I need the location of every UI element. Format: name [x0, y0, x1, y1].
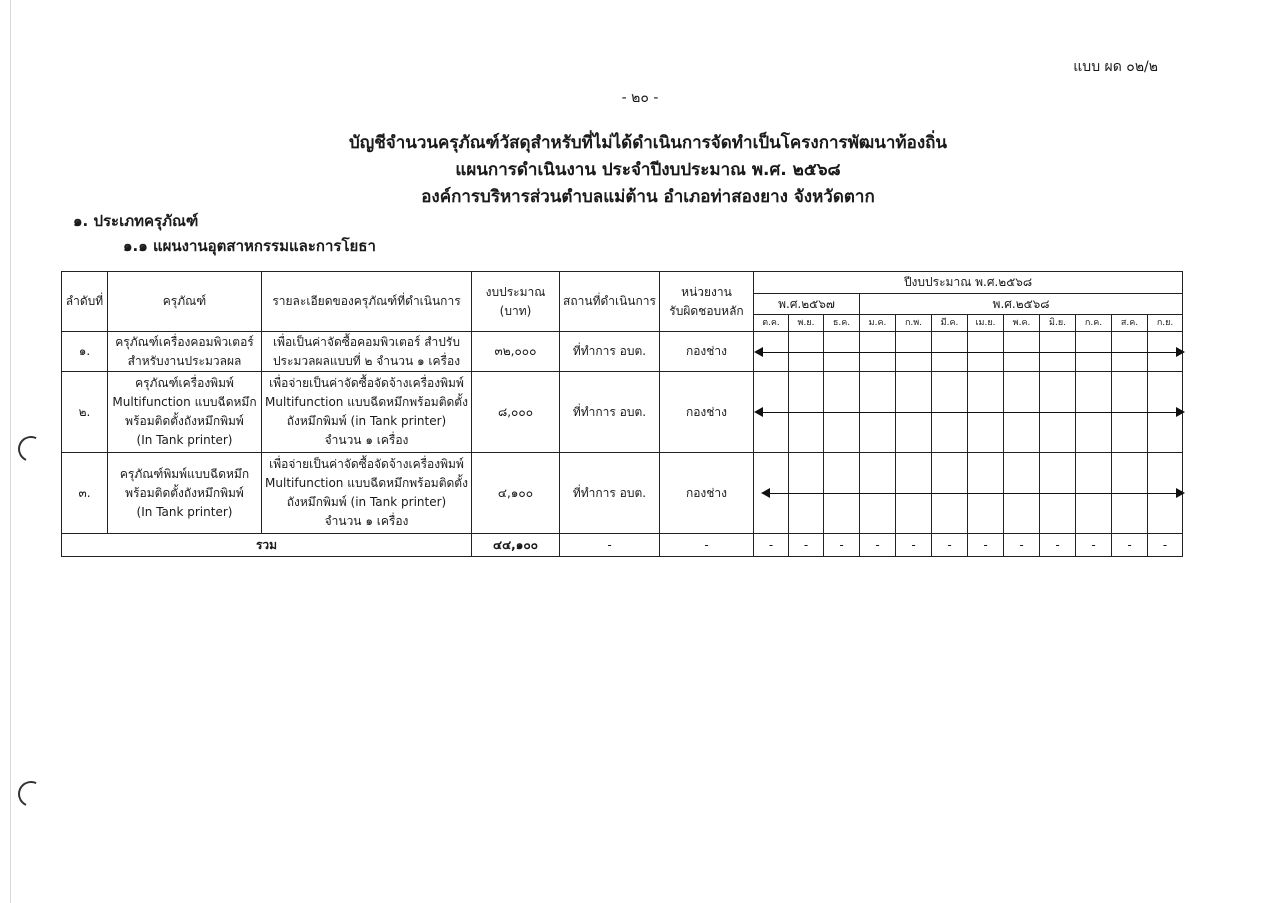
month-cell — [754, 453, 789, 534]
total-dash: - — [754, 534, 789, 557]
month-cell — [754, 332, 789, 372]
row-item-line: (In Tank printer) — [136, 433, 233, 447]
header-item: ครุภัณฑ์ — [108, 272, 262, 332]
timeline-arrow — [756, 352, 1183, 353]
row-place: ที่ทำการ อบต. — [560, 372, 660, 453]
row-unit: กองช่าง — [660, 372, 754, 453]
total-dash: - — [1112, 534, 1148, 557]
row-number: ๑. — [62, 332, 108, 372]
table-row — [62, 453, 1183, 534]
section-heading: ๑. ประเภทครุภัณฑ์ — [73, 212, 199, 230]
header-month: ต.ค. — [754, 315, 789, 332]
plan-table — [61, 271, 1183, 557]
header-detail: รายละเอียดของครุภัณฑ์ที่ดำเนินการ — [262, 272, 472, 332]
header-month: พ.ค. — [1004, 315, 1040, 332]
row-item-line: ครุภัณฑ์เครื่องคอมพิวเตอร์ — [115, 334, 254, 349]
total-dash: - — [1148, 534, 1183, 557]
row-item-line: Multifunction แบบฉีดหมึก — [112, 395, 257, 409]
header-fiscal-year: ปีงบประมาณ พ.ศ.๒๕๖๘ — [754, 272, 1183, 294]
document-title-block — [0, 130, 1280, 211]
total-dash: - — [1076, 534, 1112, 557]
title-line: องค์การบริหารส่วนตำบลแม่ต้าน อำเภอท่าสองยาง จังหวัดตาก — [421, 187, 875, 207]
subsection-heading: ๑.๑ แผนงานอุตสาหกรรมและการโยธา — [123, 237, 376, 255]
row-budget: ๘,๐๐๐ — [472, 372, 560, 453]
row-item-line: พร้อมติดตั้งถังหมึกพิมพ์ — [125, 414, 244, 428]
row-place: ที่ทำการ อบต. — [560, 453, 660, 534]
title-line: แผนการดำเนินงาน ประจำปีงบประมาณ พ.ศ. ๒๕๖๘ — [455, 160, 841, 180]
header-year-2568: พ.ศ.๒๕๖๘ — [860, 294, 1183, 315]
total-row — [62, 534, 1183, 557]
row-item — [108, 332, 262, 372]
total-dash: - — [932, 534, 968, 557]
row-item-line: ครุภัณฑ์พิมพ์แบบฉีดหมึก — [119, 466, 250, 481]
header-month: ก.ย. — [1148, 315, 1183, 332]
row-detail — [262, 453, 472, 534]
header-budget — [472, 272, 560, 332]
row-detail-line: ถังหมึกพิมพ์ (in Tank printer) — [286, 495, 447, 509]
punch-hole-mark — [14, 777, 47, 810]
row-detail-line: เพื่อจ่ายเป็นค่าจัดซื้อจัดจ้างเครื่องพิมพ์ — [269, 457, 464, 471]
total-budget: ๔๔,๑๐๐ — [472, 534, 560, 557]
header-place: สถานที่ดำเนินการ — [560, 272, 660, 332]
total-dash: - — [896, 534, 932, 557]
row-detail-line: จำนวน ๑ เครื่อง — [324, 514, 409, 528]
header-month: ธ.ค. — [824, 315, 860, 332]
row-item-line: (In Tank printer) — [136, 504, 233, 519]
table-row — [62, 332, 1183, 372]
row-item — [108, 453, 262, 534]
arrow-left-head — [754, 347, 763, 357]
row-budget: ๓๒,๐๐๐ — [472, 332, 560, 372]
page-number: - ๒๐ - — [621, 90, 659, 106]
header-month: ก.พ. — [896, 315, 932, 332]
header-month: ก.ค. — [1076, 315, 1112, 332]
arrow-left-head — [754, 407, 763, 417]
row-unit: กองช่าง — [660, 453, 754, 534]
row-item-line: สำหรับงานประมวลผล — [127, 353, 242, 368]
header-month: พ.ย. — [789, 315, 824, 332]
row-item-line: พร้อมติดตั้งถังหมึกพิมพ์ — [125, 485, 244, 500]
arrow-left-head — [761, 488, 770, 498]
row-detail-line: Multifunction แบบฉีดหมึกพร้อมติดตั้ง — [265, 476, 468, 490]
total-dash: - — [1040, 534, 1076, 557]
form-code: แบบ ผด ๐๒/๒ — [1073, 59, 1158, 75]
header-unit-line: หน่วยงาน — [681, 284, 732, 299]
row-place: ที่ทำการ อบต. — [560, 332, 660, 372]
total-dash: - — [1004, 534, 1040, 557]
header-no: ลำดับที่ — [62, 272, 108, 332]
header-unit — [660, 272, 754, 332]
arrow-right-head — [1176, 407, 1185, 417]
month-cell — [754, 372, 789, 453]
header-unit-line: รับผิดชอบหลัก — [669, 303, 744, 318]
row-budget: ๔,๑๐๐ — [472, 453, 560, 534]
row-item-line: ครุภัณฑ์เครื่องพิมพ์ — [135, 376, 234, 390]
total-dash: - — [660, 534, 754, 557]
arrow-right-head — [1176, 347, 1185, 357]
header-month: ส.ค. — [1112, 315, 1148, 332]
row-detail-line: ถังหมึกพิมพ์ (in Tank printer) — [286, 414, 447, 428]
total-dash: - — [860, 534, 896, 557]
header-month: มิ.ย. — [1040, 315, 1076, 332]
header-budget-line: (บาท) — [499, 303, 532, 318]
row-detail — [262, 332, 472, 372]
header-month: ม.ค. — [860, 315, 896, 332]
total-dash: - — [824, 534, 860, 557]
title-line: บัญชีจำนวนครุภัณฑ์วัสดุสำหรับที่ไม่ได้ดำเนินการจัดทำเป็นโครงการพัฒนาท้องถิ่น — [348, 133, 948, 153]
row-detail-line: เพื่อจ่ายเป็นค่าจัดซื้อจัดจ้างเครื่องพิมพ์ — [269, 376, 464, 390]
row-detail-line: Multifunction แบบฉีดหมึกพร้อมติดตั้ง — [265, 395, 468, 409]
row-detail-line: จำนวน ๑ เครื่อง — [324, 433, 409, 447]
row-unit: กองช่าง — [660, 332, 754, 372]
row-detail-line: ประมวลผลแบบที่ ๒ จำนวน ๑ เครื่อง — [272, 353, 461, 368]
row-detail-line: เพื่อเป็นค่าจัดซื้อคอมพิวเตอร์ สำปรับ — [273, 334, 460, 349]
total-dash: - — [560, 534, 660, 557]
row-number: ๓. — [62, 453, 108, 534]
header-year-2567: พ.ศ.๒๕๖๗ — [754, 294, 860, 315]
timeline-arrow — [756, 412, 1183, 413]
header-budget-line: งบประมาณ — [485, 284, 546, 299]
arrow-right-head — [1176, 488, 1185, 498]
total-dash: - — [968, 534, 1004, 557]
total-dash: - — [789, 534, 824, 557]
row-detail — [262, 372, 472, 453]
row-item — [108, 372, 262, 453]
row-number: ๒. — [62, 372, 108, 453]
timeline-arrow — [763, 493, 1183, 494]
total-label: รวม — [62, 534, 472, 557]
header-month: เม.ย. — [968, 315, 1004, 332]
punch-hole-mark — [14, 432, 47, 465]
table-row — [62, 372, 1183, 453]
header-month: มี.ค. — [932, 315, 968, 332]
